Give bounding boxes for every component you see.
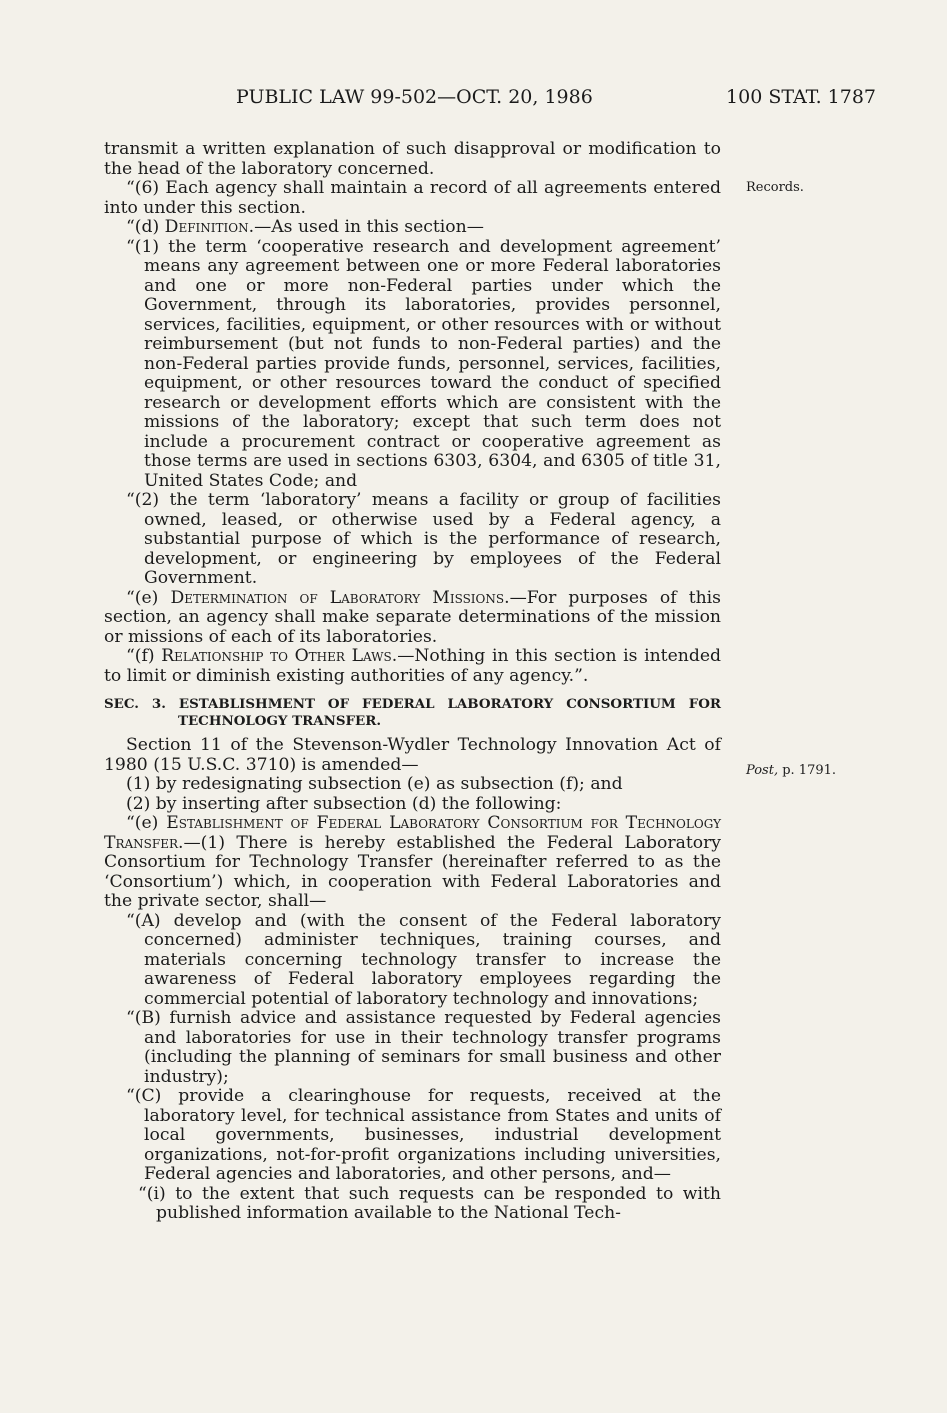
section-heading: SEC. 3. ESTABLISHMENT OF FEDERAL LABORATORY CONSORTIUM FOR TECHNOLOGY TRANSFER.	[104, 696, 721, 729]
margin-note-post-italic: Post,	[746, 763, 779, 778]
subsection-text: —(1) There is hereby established the Federal Laboratory Consortium for Technology Transfer (hereinafter referred to as the ‘Consortium’) which, in cooperation with Federal Laboratories and the private sector, shall—	[104, 832, 721, 911]
subsection-d	[104, 218, 721, 238]
clause-c: “(C) provide a clearinghouse for requests, received at the laboratory level, for technical assistance from States and units of local governments, businesses, industrial development organizations, not-for-profit organizations including universities, Federal agencies and laboratories, and other persons, and—	[126, 1086, 721, 1184]
margin-note-post-page: p. 1791.	[778, 763, 837, 778]
margin-note-post	[746, 763, 836, 778]
margin-note-records: Records.	[746, 180, 804, 195]
definition-1: “(1) the term ‘cooperative research and development agreement’ means any agreement between one or more Federal laboratories and one or more non-Federal parties under which the Government, through its laboratories, provides personnel, services, facilities, equipment, or other resources with or without reimbursement (but not funds to non-Federal parties) and the non-Federal parties provide funds, personnel, services, facilities, equipment, or other resources toward the conduct of specified research or development efforts which are consistent with the missions of the laboratory; except that such term does not include a procurement contract or cooperative agreement as those terms are used in sections 6303, 6304, and 6305 of title 31, United States Code; and	[126, 236, 721, 491]
paragraph: “(6) Each agency shall maintain a record of all agreements entered into under this section.	[104, 178, 721, 218]
list-item: (1) by redesignating subsection (e) as subsection (f); and	[126, 774, 623, 794]
paragraph: Section 11 of the Stevenson-Wydler Technology Innovation Act of 1980 (15 U.S.C. 3710) is amended—	[104, 735, 721, 775]
paragraph: transmit a written explanation of such disapproval or modification to the head of the laboratory concerned.	[104, 139, 721, 179]
subsection-text: —For purposes of this section, an agency shall make separate determinations of the mission or missions of each of its laboratories.	[104, 587, 721, 647]
subsection-text: —As used in this section—	[254, 217, 484, 237]
subsection-number: “(e)	[126, 587, 171, 608]
header-title: PUBLIC LAW 99-502—OCT. 20, 1986	[236, 86, 593, 108]
body-text	[104, 140, 721, 1224]
subsection-e-consortium	[104, 814, 721, 912]
subsection-number: “(e)	[126, 813, 167, 833]
list-item: (2) by inserting after subsection (d) the following:	[126, 793, 562, 814]
subsection-heading: Relationship to Other Laws.	[161, 646, 398, 666]
definition-2: “(2) the term ‘laboratory’ means a facility or group of facilities owned, leased, or otherwise used by a Federal agency, a substantial purpose of which is the performance of research, development, or engineering by employees of the Federal Government.	[126, 490, 721, 588]
subsection-heading: Definition.	[164, 217, 255, 237]
subsection-e	[104, 589, 721, 648]
running-header	[236, 86, 876, 116]
header-stat-page: 100 STAT. 1787	[726, 86, 876, 108]
subsection-number: “(f)	[126, 646, 162, 666]
subsection-heading: Determination of Laboratory Missions.	[170, 587, 510, 608]
subsection-heading: Establishment of Federal Laboratory Consortium for Technology Transfer.	[104, 813, 721, 853]
subsection-f	[104, 647, 721, 686]
clause-i: “(i) to the extent that such requests can be responded to with published information available to the National Tech-	[138, 1183, 721, 1223]
clause-a: “(A) develop and (with the consent of the Federal laboratory concerned) administer techniques, training courses, and materials concerning technology transfer to increase the awareness of Federal laboratory employees regarding the commercial potential of laboratory technology and innovations;	[126, 910, 721, 1009]
subsection-text: —Nothing in this section is intended to limit or diminish existing authorities of any agency.”.	[104, 646, 721, 686]
subsection-number: “(d)	[126, 217, 165, 237]
clause-b: “(B) furnish advice and assistance requested by Federal agencies and laboratories for use in their technology transfer programs (including the planning of seminars for small business and other industry);	[126, 1008, 721, 1087]
